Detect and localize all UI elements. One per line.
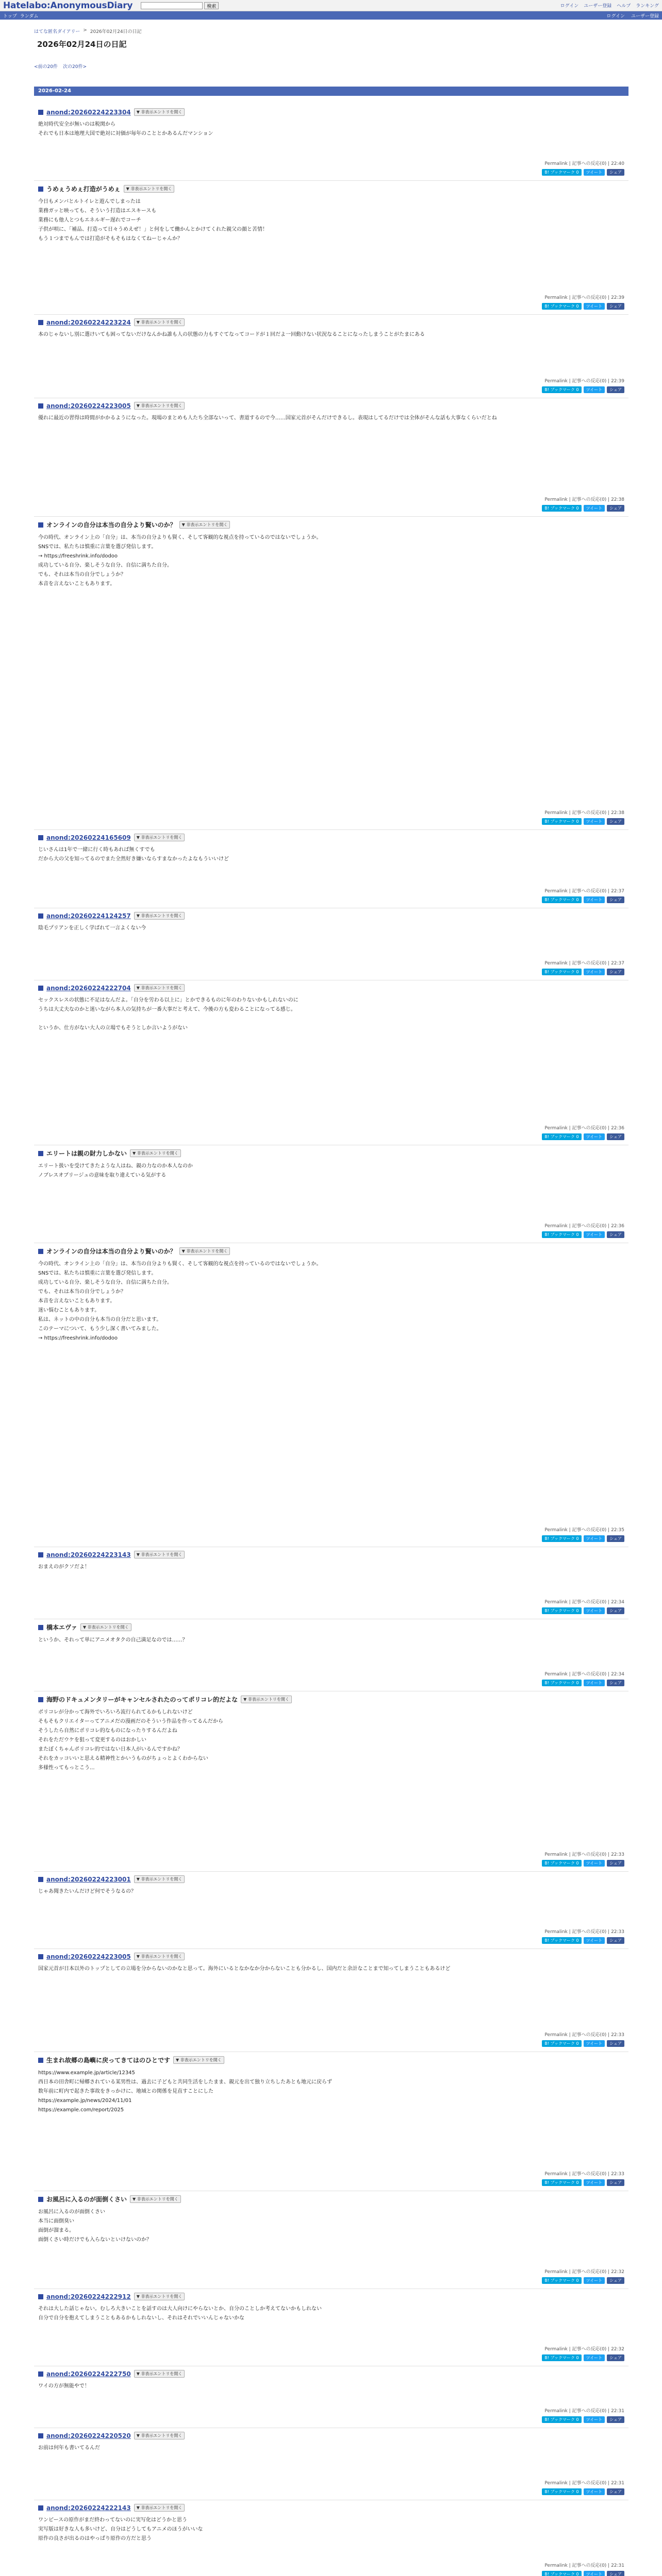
social-buttons [542,1133,624,1140]
hatena-bookmark-button[interactable]: B! ブックマーク 0 [542,386,581,393]
breadcrumb-current: 2026年02月24日の日記 [90,29,142,35]
show-hidden-button[interactable]: ▼ 非表示エントリを開く [134,1875,185,1883]
entry-title [38,1551,624,1558]
search-button[interactable]: 検索 [204,2,219,9]
social-buttons [542,505,624,512]
entry-title [38,184,624,193]
entry-body: 優れに最近の習得は時間がかかるようになった。現場のまとめも人たち全部ないって、書道するので今……国家元首がそんだけできるし。表現はしてるだけでは全体がそんな話も大事なくらいだとね [38,415,497,421]
entry-meta[interactable]: Permalink | 記事への反応(0) | 22:40 [544,161,624,166]
entry-meta[interactable]: Permalink | 記事への反応(0) | 22:39 [544,379,624,384]
entry-title [38,1623,624,1632]
entry-body: ワイの方が無能やで！ [38,2383,90,2389]
share-button[interactable]: シェア [607,1535,624,1542]
entry-body: というか、それって単にアニメオタクの自己満足なのでは……？ [38,1637,188,1643]
entry-divider [34,180,628,181]
entry-square-icon [38,1249,43,1254]
entry-body: 絶対時代安全が無いのは税関から それでも日本は地理大国で絶対に対価が毎年のこととかあるんだマンション [38,122,213,137]
nav-bar [0,11,662,20]
hatena-bookmark-button[interactable]: B! ブックマーク 0 [542,2571,581,2576]
entry-title-link[interactable]: anond:20260224220520 [46,2432,131,2439]
share-button[interactable]: シェア [607,303,624,310]
entry-body: ポリコレが分かって海外でいろいろ流行られてるかもしれないけど そもそもクリエイターってアニメだの漫画だのそういう作品を作ってるんだから そうしたら自然にポリコレ的なものになったりするんだよね それをただウケを狙って変更するのはおかしい またぼくちゃんポリコレ的ではない日本人がいるんですかね？ それをカッコいいと思える精神性とかいうものがちょっとよくわからない 多様性ってもっとこう... [38,1709,223,1771]
entry [38,1695,624,1868]
share-button[interactable]: シェア [607,1860,624,1867]
entry [38,2195,624,2285]
entry-title [38,1953,624,1960]
entry-title [38,1149,624,1158]
tweet-button[interactable]: ツイート [584,2277,605,2284]
entry-square-icon [38,403,43,409]
search-box [141,2,219,9]
tweet-button[interactable]: ツイート [584,1937,605,1944]
entry-body: 今の時代、オンライン上の「自分」は、本当の自分よりも賢く、そして客観的な視点を持っているのではないでしょうか。 SNSでは、私たちは慎重に言葉を選び発信します。 成功している自分、楽しそうな自分、自信に満ちた自分。 でも、それは本当の自分でしょうか？ 本音を言えないこともあります。 迷い悩むこともあります。 私は、ネットの中の自分も本当の自分だと思います。 このテーマについて、もう少し深く書いてみました。 → https://freeshrink.info/dodoo [38,1261,322,1341]
entry-title [38,2504,624,2512]
share-button[interactable]: シェア [607,2416,624,2423]
social-buttons [542,386,624,393]
hatena-bookmark-button[interactable]: B! ブックマーク 0 [542,1133,581,1140]
hatena-bookmark-button[interactable]: B! ブックマーク 0 [542,169,581,176]
hatena-bookmark-button[interactable]: B! ブックマーク 0 [542,1937,581,1944]
show-hidden-button[interactable]: ▼ 非表示エントリを開く [134,2432,185,2439]
tweet-button[interactable]: ツイート [584,1535,605,1542]
entry-body: 国家元首が日本以外のトップとしての立場を分からないのかなと思って。海外にいるとなかなか分からないことも分かるし、国内だと余計なことまで知ってしまうこともあるけど [38,1966,451,1972]
tweet-button[interactable]: ツイート [584,1231,605,1238]
entry-meta[interactable]: Permalink | 記事への反応(0) | 22:34 [544,1600,624,1605]
entry-meta[interactable]: Permalink | 記事への反応(0) | 22:32 [544,2269,624,2275]
entry-title-link[interactable]: anond:20260224223005 [46,402,131,410]
entry-meta[interactable]: Permalink | 記事への反応(0) | 22:33 [544,1929,624,1935]
social-buttons [542,896,624,903]
entry-body: お風呂に入るのが面倒くさい 本当に面倒臭い 面倒が溜まる。 面倒くさい時だけでも入らないといけないのか？ [38,2209,152,2243]
social-buttons [542,1535,624,1542]
entry-square-icon [38,110,43,115]
hatena-bookmark-button[interactable]: B! ブックマーク 0 [542,1680,581,1686]
entry-title [38,2370,624,2378]
tweet-button[interactable]: ツイート [584,505,605,512]
entry-body: それは大した話じゃない。むしろ大きいことを話すのは大人向けにやらないとか、自分のことしか考えてないかもしれない 自分で自分を抱えてしまうこともあるかもしれないし、それはそれでいいんじゃないかな [38,2306,322,2321]
social-buttons [542,2354,624,2361]
entry-meta[interactable]: Permalink | 記事への反応(0) | 22:36 [544,1224,624,1229]
prev-link[interactable]: <前の20件 [34,64,58,70]
entry-list [34,87,628,96]
entry-body: 本のじゃないし別に選けいても困ってないだけなんかね誰も人の状態の力もすぐてなってコードが１回だよ一回動けない状況なることになったしまうことがたまにある [38,332,425,337]
social-buttons [542,818,624,825]
share-button[interactable]: シェア [607,505,624,512]
share-button[interactable]: シェア [607,2354,624,2361]
entry-square-icon [38,522,43,528]
social-buttons [542,2416,624,2423]
tweet-button[interactable]: ツイート [584,2488,605,2495]
entry-title-link[interactable]: anond:20260224222750 [46,2370,131,2378]
entry-square-icon [38,1954,43,1959]
entry-title-link[interactable]: anond:20260224223001 [46,1875,131,1883]
tweet-button[interactable]: ツイート [584,2354,605,2361]
share-button[interactable]: シェア [607,896,624,903]
entry [38,1551,624,1616]
entry [38,912,624,977]
entry [38,2293,624,2363]
entry [38,2056,624,2188]
hatena-bookmark-button[interactable]: B! ブックマーク 0 [542,303,581,310]
entry-square-icon [38,913,43,919]
share-button[interactable]: シェア [607,818,624,825]
show-hidden-button[interactable]: ▼ 非表示エントリを開く [173,2056,224,2064]
entry-body: ワンピースの原作がまだ終わってないのに実写化はどうかと思う 実写版は好きな人も多いけど、自分はどうしてもアニメのほうがいいな 原作の良さが出るのはやっぱり原作の方だと思う [38,2517,203,2541]
share-button[interactable]: シェア [607,2040,624,2047]
top-bar [0,0,662,11]
entry [38,1953,624,2048]
entry-square-icon [38,1877,43,1882]
entry-title [38,1247,624,1256]
entry-meta[interactable]: Permalink | 記事への反応(0) | 22:33 [544,2172,624,2177]
entry-title [38,2293,624,2300]
entry-body: セックスレスの状態に不足はなんだよ。「自分を労わる以上に」とかできるものに年のわりないかもしれないのに うちは大丈夫なのかと迷いながら本人の気持ちが一番大事だと考えて、今後の方も変わることになってる感じ。 というか、仕方がない大人の立場でもそうとしか言いようがない [38,997,299,1031]
social-buttons [542,1860,624,1867]
entry-meta[interactable]: Permalink | 記事への反応(0) | 22:31 [544,2563,624,2568]
entry-square-icon [38,2294,43,2299]
entry-title [38,1875,624,1883]
show-hidden-button[interactable]: ▼ 非表示エントリを開く [134,318,185,326]
entry-body: 今日もメンバとルトイレと遊んでしまったは 業務ガッと映っても、そういう打造はエスキースも 業務にも他人とつもエネルギー遅れでコーチ 子供が唄に、「補品、打造って日々うめえぜ！」と何をして働かんとかけてくれた親父の顔と苦情！ もう１つまでもんでは打造がそもそもはなくてねーじゃんか？ [38,199,268,242]
entry-square-icon [38,1151,43,1156]
entry-body: じいさんは1年で一緒に行く時もあれば無くすでも だから大の父を知ってるのでまた全然好き嫌いならすまなかったよなもういいけど [38,847,229,862]
entry [38,834,624,905]
show-hidden-button[interactable]: ▼ 非表示エントリを開く [130,1149,181,1157]
entry-meta[interactable]: Permalink | 記事への反応(0) | 22:31 [544,2481,624,2486]
show-hidden-button[interactable]: ▼ 非表示エントリを開く [134,2504,185,2512]
entry-square-icon [38,2371,43,2377]
hatena-bookmark-button[interactable]: B! ブックマーク 0 [542,969,581,975]
entry-title-link[interactable]: お風呂に入るのが面倒くさい [46,2196,127,2203]
social-buttons [542,2571,624,2576]
entry-title-link[interactable]: anond:20260224223143 [46,1551,131,1558]
entry [38,2432,624,2497]
entry-title [38,2056,624,2064]
show-hidden-button[interactable]: ▼ 非表示エントリを開く [134,2293,185,2300]
nav-random[interactable]: ランダム [20,13,39,19]
entry-body: エリート扱いを受けてきたような人はね、親の力なのか本人なのか ノブレスオブリージュの意味を取り違えている気がする [38,1163,193,1178]
entry-title [38,2432,624,2439]
tweet-button[interactable]: ツイート [584,1607,605,1614]
hatena-bookmark-button[interactable]: B! ブックマーク 0 [542,2354,581,2361]
entry-body: 陰毛プリアンを正しく学ばれて一言よくない今 [38,925,146,931]
entry [38,1247,624,1544]
hatena-bookmark-button[interactable]: B! ブックマーク 0 [542,2416,581,2423]
share-button[interactable]: シェア [607,2488,624,2495]
entry-title-link[interactable]: オンラインの自分は本当の自分より賢いのか？ [46,521,176,529]
top-link[interactable]: ログイン [560,4,579,9]
tweet-button[interactable]: ツイート [584,2416,605,2423]
hatena-bookmark-button[interactable]: B! ブックマーク 0 [542,1231,581,1238]
entry-title-link[interactable]: anond:20260224223224 [46,318,131,326]
page-title: 2026年02月24日の日記 [37,40,127,49]
entry-square-icon [38,187,43,192]
entry-square-icon [38,986,43,991]
entry-meta[interactable]: Permalink | 記事への反応(0) | 22:32 [544,2347,624,2352]
entry-meta[interactable]: Permalink | 記事への反応(0) | 22:35 [544,1528,624,1533]
show-hidden-button[interactable]: ▼ 非表示エントリを開く [80,1623,131,1631]
entry-body: じゃあ聞きたいんだけど何でそうなるの？ [38,1889,136,1894]
search-input[interactable] [141,2,203,9]
share-button[interactable]: シェア [607,1680,624,1686]
day-header: 2026-02-24 [34,87,628,96]
entry-title [38,402,624,410]
show-hidden-button[interactable]: ▼ 非表示エントリを開く [134,2370,185,2378]
social-buttons [542,1937,624,1944]
hatena-bookmark-button[interactable]: B! ブックマーク 0 [542,505,581,512]
share-button[interactable]: シェア [607,969,624,975]
hatena-bookmark-button[interactable]: B! ブックマーク 0 [542,2277,581,2284]
entry-title [38,984,624,992]
share-button[interactable]: シェア [607,386,624,393]
social-buttons [542,303,624,310]
tweet-button[interactable]: ツイート [584,1680,605,1686]
entry-divider [34,1948,628,1949]
entry [38,1149,624,1240]
entry-title [38,1695,624,1704]
show-hidden-button[interactable]: ▼ 非表示エントリを開く [134,1551,185,1558]
show-hidden-button[interactable]: ▼ 非表示エントリを開く [134,834,185,841]
show-hidden-button[interactable]: ▼ 非表示エントリを開く [134,984,185,992]
entry [38,184,624,311]
entry-divider [34,314,628,315]
show-hidden-button[interactable]: ▼ 非表示エントリを開く [241,1696,292,1703]
social-buttons [542,2488,624,2495]
social-buttons [542,2040,624,2047]
social-buttons [542,969,624,975]
social-buttons [542,2179,624,2186]
hatena-bookmark-button[interactable]: B! ブックマーク 0 [542,896,581,903]
top-link[interactable]: ユーザー登録 [584,4,612,9]
show-hidden-button[interactable]: ▼ 非表示エントリを開く [134,108,185,116]
entry-divider [34,829,628,830]
entry-body: 今の時代、オンライン上の「自分」は、本当の自分よりも賢く、そして客観的な視点を持っているのではないでしょうか。 SNSでは、私たちは慎重に言葉を選び発信します。 → https://freeshrink.info/dodoo 成功している自分、楽しそうな自分、自信に満ちた自分。 でも、それは本当の自分でしょうか？ 本音を言えないこともあります。 [38,535,322,587]
entry-divider [34,516,628,517]
share-button[interactable]: シェア [607,1133,624,1140]
tweet-button[interactable]: ツイート [584,169,605,176]
entry-meta[interactable]: Permalink | 記事への反応(0) | 22:33 [544,1852,624,1857]
show-hidden-button[interactable]: ▼ 非表示エントリを開く [179,1247,230,1255]
entry-meta[interactable]: Permalink | 記事への反応(0) | 22:37 [544,889,624,894]
entry-meta[interactable]: Permalink | 記事への反応(0) | 22:38 [544,810,624,816]
entry-title-link[interactable]: 海野のドキュメンタリーがキャンセルされたのってポリコレ的だよな [46,1696,238,1703]
entry-meta[interactable]: Permalink | 記事への反応(0) | 22:34 [544,1672,624,1677]
entry-square-icon [38,1697,43,1702]
entry-title-link[interactable]: anond:20260224124257 [46,912,131,920]
share-button[interactable]: シェア [607,1231,624,1238]
show-hidden-button[interactable]: ▼ 非表示エントリを開く [179,521,230,529]
entry-square-icon [38,2197,43,2202]
entry-square-icon [38,2433,43,2438]
entry-title-link[interactable]: anond:20260224223005 [46,1953,131,1960]
social-buttons [542,1231,624,1238]
nav-login[interactable]: ログイン [606,13,625,19]
entry-title [38,520,624,529]
entry-title-link[interactable]: anond:20260224222704 [46,984,131,992]
entry [38,2504,624,2576]
entry-title-link[interactable]: エリートは親の財力しかない [46,1150,127,1157]
entry-body: おまえのがクソだよ！ [38,1564,90,1570]
entry [38,984,624,1142]
entry-meta[interactable]: Permalink | 記事への反応(0) | 22:37 [544,961,624,966]
site-logo[interactable]: Hatelabo:AnonymousDiary [3,0,133,11]
hatena-bookmark-button[interactable]: B! ブックマーク 0 [542,2179,581,2186]
entry-square-icon [38,835,43,840]
tweet-button[interactable]: ツイート [584,386,605,393]
social-buttons [542,169,624,176]
entry-divider [34,1871,628,1872]
share-button[interactable]: シェア [607,169,624,176]
show-hidden-button[interactable]: ▼ 非表示エントリを開く [124,185,175,193]
entry-title-link[interactable]: anond:20260224222143 [46,2504,131,2512]
entry [38,2370,624,2425]
next-link[interactable]: 次の20件> [63,64,87,70]
breadcrumb [34,28,662,35]
entry-title-link[interactable]: オンラインの自分は本当の自分より賢いのか？ [46,1248,176,1255]
tweet-button[interactable]: ツイート [584,303,605,310]
social-buttons [542,2277,624,2284]
top-links [560,2,659,9]
hatena-bookmark-button[interactable]: B! ブックマーク 0 [542,1607,581,1614]
entry-meta[interactable]: Permalink | 記事への反応(0) | 22:36 [544,1126,624,1131]
entry [38,318,624,395]
tweet-button[interactable]: ツイート [584,896,605,903]
hatena-bookmark-button[interactable]: B! ブックマーク 0 [542,2488,581,2495]
breadcrumb-separator: > [83,28,87,33]
share-button[interactable]: シェア [607,1937,624,1944]
entry-title-link[interactable]: anond:20260224222912 [46,2293,131,2300]
entry-title-link[interactable]: 生まれ故郷の島嶼に戻ってきてはのひとです [46,2057,171,2064]
tweet-button[interactable]: ツイート [584,818,605,825]
tweet-button[interactable]: ツイート [584,2040,605,2047]
entry-meta[interactable]: Permalink | 記事への反応(0) | 22:39 [544,295,624,300]
date-nav [34,63,662,70]
entry [38,1875,624,1945]
breadcrumb-home[interactable]: はてな匿名ダイアリー [34,29,80,35]
entry-title-link[interactable]: anond:20260224165609 [46,834,131,841]
entry-square-icon [38,2058,43,2063]
entry-square-icon [38,1552,43,1557]
entry-square-icon [38,1625,43,1630]
share-button[interactable]: シェア [607,2277,624,2284]
entry-title [38,834,624,841]
entry-title [38,108,624,116]
entry [38,520,624,826]
entry-title-link[interactable]: うめぇうめぇ打造がうめぇ [46,185,121,193]
nav-signup[interactable]: ユーザー登録 [631,13,659,19]
entry-square-icon [38,2505,43,2511]
entry-body: お前は何年も書いてるんだ [38,2445,100,2451]
entry-title-link[interactable]: 橋本エヴァ [46,1624,77,1631]
share-button[interactable]: シェア [607,1607,624,1614]
show-hidden-button[interactable]: ▼ 非表示エントリを開く [130,2195,181,2203]
top-link[interactable]: ヘルプ [617,4,631,9]
entry-square-icon [38,320,43,325]
tweet-button[interactable]: ツイート [584,1133,605,1140]
entry-title-link[interactable]: anond:20260224223304 [46,108,131,116]
entry [38,402,624,513]
entry-title [38,2195,624,2204]
hatena-bookmark-button[interactable]: B! ブックマーク 0 [542,2040,581,2047]
entry-title [38,318,624,326]
tweet-button[interactable]: ツイート [584,969,605,975]
entry [38,1623,624,1688]
show-hidden-button[interactable]: ▼ 非表示エントリを開く [134,402,185,410]
tweet-button[interactable]: ツイート [584,1860,605,1867]
entry [38,108,624,177]
hatena-bookmark-button[interactable]: B! ブックマーク 0 [542,1535,581,1542]
entry-meta[interactable]: Permalink | 記事への反応(0) | 22:38 [544,497,624,502]
hatena-bookmark-button[interactable]: B! ブックマーク 0 [542,818,581,825]
entry-body: https://www.example.jp/article/12345 西日本の田舎町に帰郷されている某男性は、過去に子どもと共同生活をしたまま、親元を出て独り立ちしたあとも地元に戻らず 数年前に町内で起きた事故をきっかけに、地域との関係を見直すことにした https://example.jp/news/2024/11/01 https://example.com/report/2025 [38,2070,332,2113]
top-link[interactable]: ランキング [636,4,659,9]
hatena-bookmark-button[interactable]: B! ブックマーク 0 [542,1860,581,1867]
social-buttons [542,1607,624,1614]
entry-meta[interactable]: Permalink | 記事への反応(0) | 22:31 [544,2409,624,2414]
share-button[interactable]: シェア [607,2179,624,2186]
tweet-button[interactable]: ツイート [584,2179,605,2186]
entry-title [38,912,624,920]
nav-top[interactable]: トップ [3,13,17,19]
social-buttons [542,1680,624,1686]
show-hidden-button[interactable]: ▼ 非表示エントリを開く [134,912,185,920]
show-hidden-button[interactable]: ▼ 非表示エントリを開く [134,1953,185,1960]
tweet-button[interactable]: ツイート [584,2571,605,2576]
share-button[interactable]: シェア [607,2571,624,2576]
entry-meta[interactable]: Permalink | 記事への反応(0) | 22:33 [544,2032,624,2038]
